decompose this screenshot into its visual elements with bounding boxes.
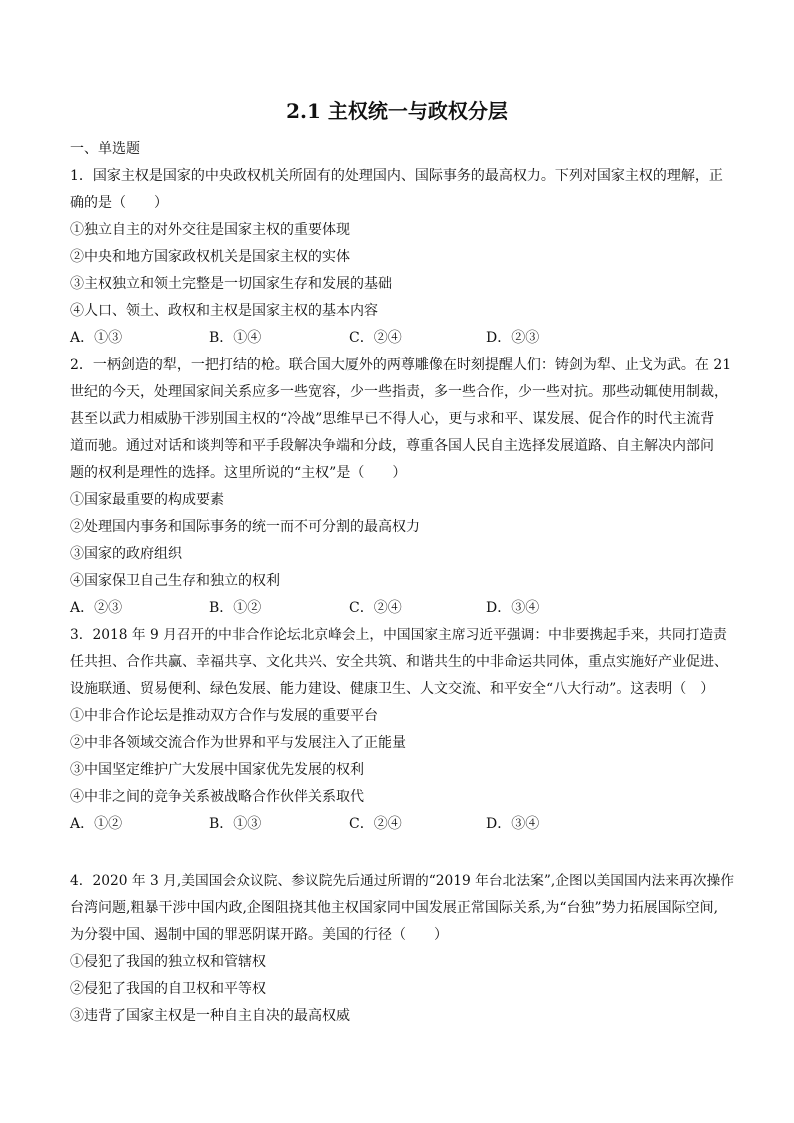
question-4-statement: ②侵犯了我国的自卫权和平等权 [70,981,266,997]
question-3-option-b: B．①③ [209,816,262,832]
question-3-line: 设施联通、贸易便利、绿色发展、能力建设、健康卫生、人文交流、和平安全“八大行动”。这表明（ ） [70,681,715,697]
question-3-line: 3．2018 年 9 月召开的中非合作论坛北京峰会上，中国国家主席习近平强调：中非要携起手来，共同打造责 [70,627,727,643]
question-3-statement: ①中非合作论坛是推动双方合作与发展的重要平台 [70,708,378,724]
question-1-statement: ③主权独立和领土完整是一切国家生存和发展的基础 [70,276,392,292]
question-3-line: 任共担、合作共赢、幸福共享、文化共兴、安全共筑、和谐共生的中非命运共同体，重点实施好产业促进、 [70,654,728,670]
question-2-statement: ④国家保卫自己生存和独立的权利 [70,573,280,589]
question-2-option-b: B．①② [209,600,262,616]
question-2-statement: ①国家最重要的构成要素 [70,492,224,508]
question-3-statement: ③中国坚定维护广大发展中国家优先发展的权利 [70,762,364,778]
question-1-option-d: D．②③ [486,330,540,346]
question-4-line: 4．2020 年 3 月,美国国会众议院、参议院先后通过所谓的“2019 年台北法案”,企图以美国国内法来再次操作 [70,873,735,889]
question-4-line: 为分裂中国、遏制中国的罪恶阴谋开路。美国的行径（ ） [70,927,448,943]
question-1-statement: ②中央和地方国家政权机关是国家主权的实体 [70,249,350,265]
question-2-option-c: C．②④ [349,600,402,616]
question-4-statement: ①侵犯了我国的独立权和管辖权 [70,954,266,970]
question-3-option-d: D．③④ [486,816,540,832]
question-2-statement: ③国家的政府组织 [70,546,182,562]
question-3-option-a: A．①② [70,816,123,832]
question-3-statement: ②中非各领域交流合作为世界和平与发展注入了正能量 [70,735,406,751]
question-2-line: 2．一柄剑造的犁，一把打结的枪。联合国大厦外的两尊雕像在时刻提醒人们：铸剑为犁、止戈为武。在 21 [70,357,732,373]
question-2-line: 世纪的今天，处理国家间关系应多一些宽容，少一些指责，多一些合作，少一些对抗。那些动辄使用制裁， [70,384,728,400]
question-1-option-c: C．②④ [349,330,402,346]
question-1-option-b: B．①④ [209,330,262,346]
question-1-option-a: A．①③ [70,330,123,346]
question-2-line: 道而驰。通过对话和谈判等和平手段解决争端和分歧，尊重各国人民自主选择发展道路、自主解决内部问 [70,438,714,454]
question-1-statement: ④人口、领土、政权和主权是国家主权的基本内容 [70,303,378,319]
question-4-statement: ③违背了国家主权是一种自主自决的最高权威 [70,1008,350,1024]
question-2-option-a: A．②③ [70,600,123,616]
question-3-option-c: C．②④ [349,816,402,832]
question-1-statement: ①独立自主的对外交往是国家主权的重要体现 [70,222,350,238]
document-title: 2.1 主权统一与政权分层 [286,99,508,123]
question-1-line: 确的是（ ） [70,195,168,211]
question-2-line: 甚至以武力相威胁干涉别国主权的“冷战”思维早已不得人心，更与求和平、谋发展、促合作的时代主流背 [70,411,715,427]
question-3-statement: ④中非之间的竞争关系被战略合作伙伴关系取代 [70,789,364,805]
question-4-line: 台湾问题,粗暴干涉中国内政,企图阻挠其他主权国家同中国发展正常国际关系,为“台独”势力拓展国际空间, [70,900,719,916]
section-heading: 一、单选题 [70,141,140,157]
question-2-option-d: D．③④ [486,600,540,616]
question-2-statement: ②处理国内事务和国际事务的统一而不可分割的最高权力 [70,519,420,535]
question-1-line: 1．国家主权是国家的中央政权机关所固有的处理国内、国际事务的最高权力。下列对国家主权的理解，正 [70,168,723,184]
question-2-line: 题的权利是理性的选择。这里所说的“主权”是（ ） [70,465,407,481]
